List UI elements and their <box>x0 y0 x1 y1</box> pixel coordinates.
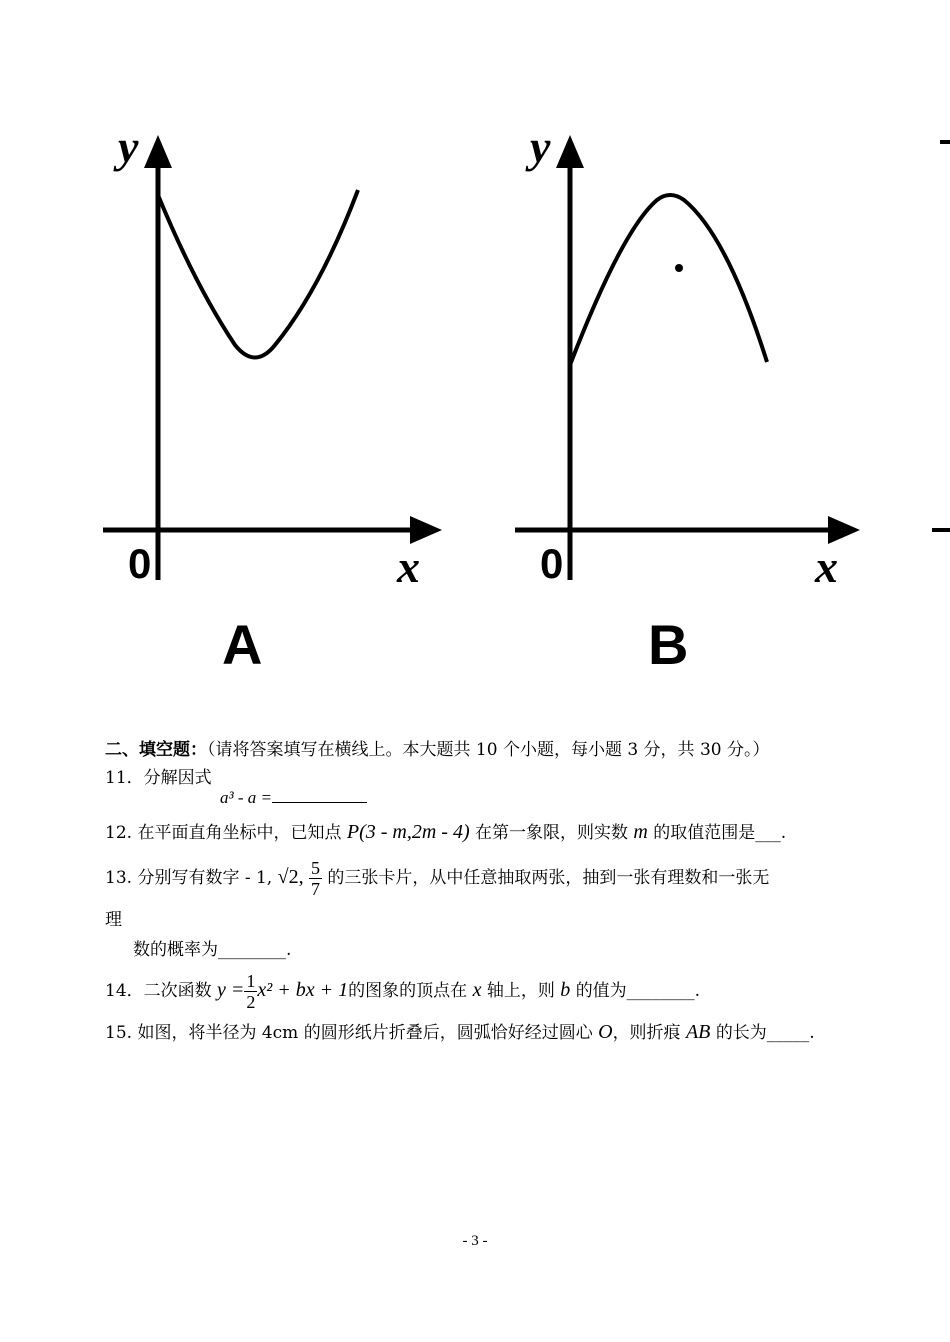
q14-x: x <box>472 979 482 1001</box>
q14-b: b <box>560 979 571 1001</box>
graph-b <box>512 120 872 680</box>
q13-frac-den: 7 <box>311 879 321 899</box>
graph-b-plot <box>512 120 872 580</box>
graph-a-y-label: y <box>118 121 139 172</box>
q15-o: O <box>598 1021 613 1043</box>
graph-a-curve <box>158 190 358 358</box>
q12-var: m <box>633 821 648 843</box>
q14-suffix: 的值为________. <box>575 981 701 1001</box>
section-heading: 二、填空题： <box>105 740 207 760</box>
q14-mid: 的图象的顶点在 <box>348 981 468 1001</box>
graph-b-curve <box>570 195 767 365</box>
question-14 <box>105 968 700 1013</box>
q12-mid: 在第一象限，则实数 <box>475 823 629 843</box>
graph-a <box>100 120 450 680</box>
q13-sqrt: √2, <box>277 866 304 888</box>
cropped-edge-mark <box>932 528 950 532</box>
q13-fraction <box>309 858 322 899</box>
q15-ab: AB <box>685 1021 711 1043</box>
q14-prefix: 14．二次函数 <box>105 981 212 1001</box>
question-13 <box>105 855 769 900</box>
section-note: （请将答案填写在横线上。本大题共 10 个小题，每小题 3 分，共 30 分。） <box>207 740 770 760</box>
q14-mid2: 轴上，则 <box>486 981 555 1001</box>
q11-expr: a³ - a = <box>220 788 272 807</box>
graph-b-y-arrow <box>556 135 584 168</box>
question-15 <box>105 1020 815 1045</box>
q11-expression <box>220 786 367 810</box>
page-number: - 3 - <box>462 1233 488 1249</box>
graph-b-x-label: x <box>815 541 838 592</box>
q14-fraction <box>244 971 257 1012</box>
graph-b-origin-label: 0 <box>540 540 564 587</box>
section-heading-line <box>105 738 770 762</box>
q15-suffix: 的长为_____. <box>715 1023 815 1043</box>
question-12 <box>105 820 786 845</box>
cropped-edge-mark <box>940 140 950 144</box>
q14-frac-den: 2 <box>246 992 256 1012</box>
q13-line3: 数的概率为________. <box>133 940 292 960</box>
graph-a-y-arrow <box>144 135 172 168</box>
q15-prefix: 15. 如图，将半径为 4cm 的圆形纸片折叠后，圆弧恰好经过圆心 <box>105 1023 593 1043</box>
graph-a-plot <box>100 120 450 580</box>
q14-lhs: y = <box>217 979 245 1001</box>
q12-suffix: 的取值范围是___. <box>653 823 787 843</box>
q13-line2: 理 <box>105 910 122 930</box>
graph-b-y-label: y <box>530 121 551 172</box>
question-11 <box>105 766 212 790</box>
q12-prefix: 12. 在平面直角坐标中，已知点 <box>105 823 342 843</box>
q11-prefix: 11．分解因式 <box>105 768 212 788</box>
q11-answer-blank[interactable] <box>272 788 367 803</box>
q15-mid: ，则折痕 <box>612 1023 681 1043</box>
graph-b-caption: B <box>648 613 689 676</box>
q13-frac-num: 5 <box>311 858 321 878</box>
q14-rhs: x² + bx + 1 <box>257 979 349 1001</box>
q13-prefix: 13. 分别写有数字 - 1, <box>105 868 273 888</box>
q14-frac-num: 1 <box>246 971 256 991</box>
graph-a-x-label: x <box>397 541 420 592</box>
graph-b-dot <box>675 264 683 272</box>
q12-point: P(3 - m,2m - 4) <box>346 821 470 843</box>
q13-suffix: 的三张卡片，从中任意抽取两张，抽到一张有理数和一张无 <box>327 868 770 888</box>
graph-a-origin-label: 0 <box>128 540 152 587</box>
graph-a-caption: A <box>222 613 263 676</box>
